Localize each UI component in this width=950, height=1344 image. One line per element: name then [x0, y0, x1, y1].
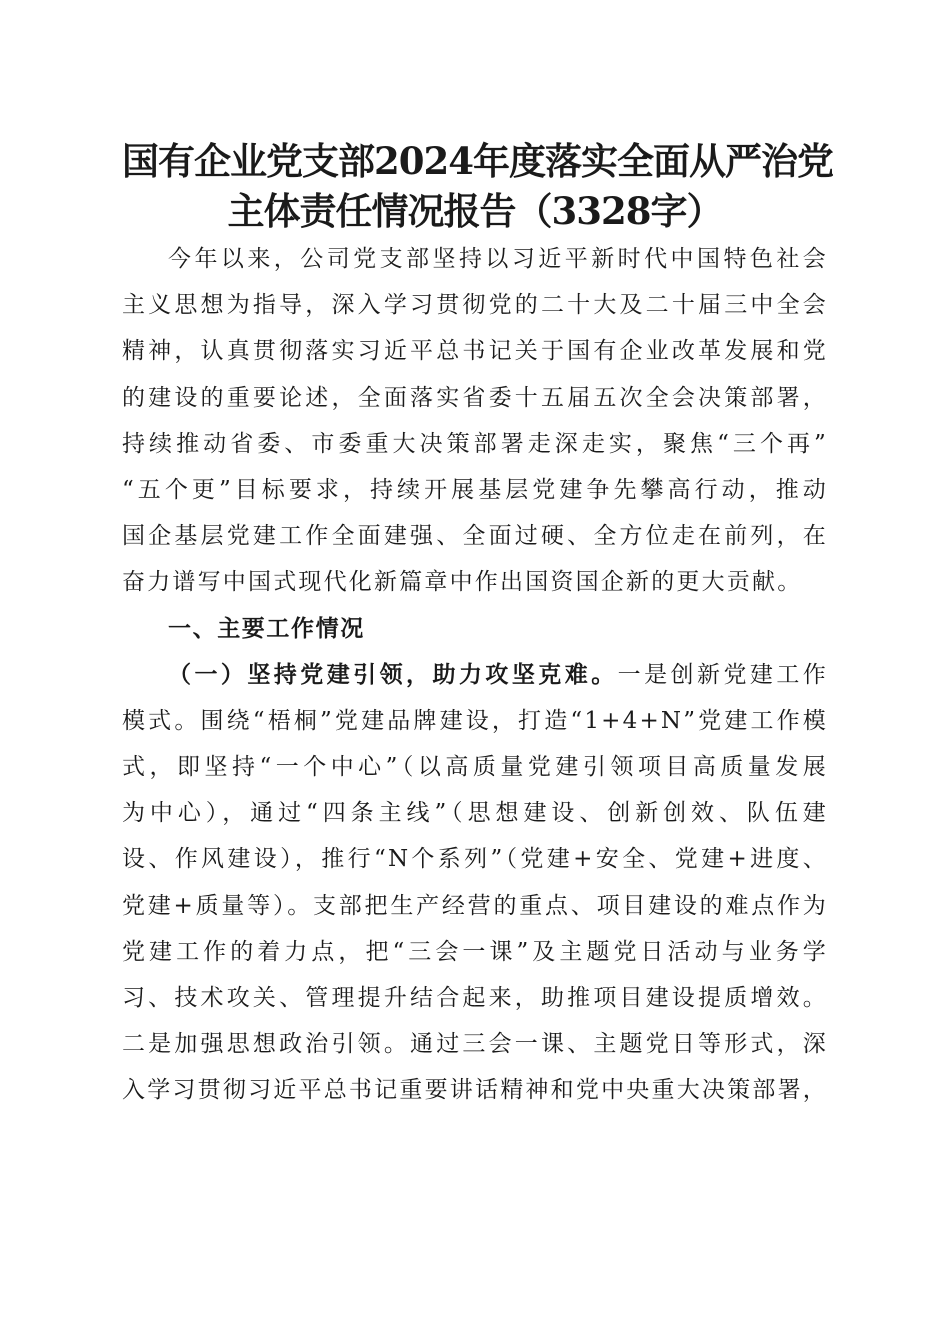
document-title-line-2: 主体责任情况报告（3328字） [227, 189, 723, 233]
intro-line: 奋力谱写中国式现代化新篇章中作出国资国企新的更大贡献。 [122, 569, 803, 596]
intro-line: 精神，认真贯彻落实习近平总书记关于国有企业改革发展和党 [122, 338, 828, 365]
section-first-line [122, 652, 828, 698]
intro-line: 今年以来，公司党支部坚持以习近平新时代中国特色社会 [168, 246, 828, 272]
section-line: 设、作风建设），推行“N个系列”（党建+安全、党建+进度、 [122, 846, 828, 873]
section-first-line-text: 一是创新党建工作 [617, 661, 828, 688]
section-line: 入学习贯彻习近平总书记重要讲话精神和党中央重大决策部署， [122, 1077, 828, 1104]
section-heading: 一、主要工作情况 [168, 615, 365, 642]
sub-section-heading: （一）坚持党建引领，助力攻坚克难。 [168, 660, 618, 688]
document-body [122, 236, 828, 1114]
intro-line: 主义思想为指导，深入学习贯彻党的二十大及二十届三中全会 [122, 292, 828, 319]
section-line: 党建+质量等）。支部把生产经营的重点、项目建设的难点作为 [122, 892, 828, 919]
intro-line: “五个更”目标要求，持续开展基层党建争先攀高行动，推动 [122, 476, 828, 503]
section-line: 为中心），通过“四条主线”（思想建设、创新创效、队伍建 [122, 800, 828, 827]
intro-line: 的建设的重要论述，全面落实省委十五届五次全会决策部署， [122, 384, 828, 411]
section-line: 二是加强思想政治引领。通过三会一课、主题党日等形式，深 [122, 1031, 828, 1058]
section-line: 式，即坚持“一个中心”（以高质量党建引领项目高质量发展 [122, 754, 828, 781]
intro-line: 国企基层党建工作全面建强、全面过硬、全方位走在前列，在 [122, 523, 828, 550]
section-line: 模式。围绕“梧桐”党建品牌建设，打造“1+4+N”党建工作模 [122, 707, 828, 734]
section-line: 党建工作的着力点，把“三会一课”及主题党日活动与业务学 [122, 938, 828, 965]
section-line: 习、技术攻关、管理提升结合起来，助推项目建设提质增效。 [122, 985, 828, 1011]
document-title-line-1: 国有企业党支部2024年度落实全面从严治党 [122, 139, 833, 183]
intro-line: 持续推动省委、市委重大决策部署走深走实，聚焦“三个再” [122, 430, 828, 457]
